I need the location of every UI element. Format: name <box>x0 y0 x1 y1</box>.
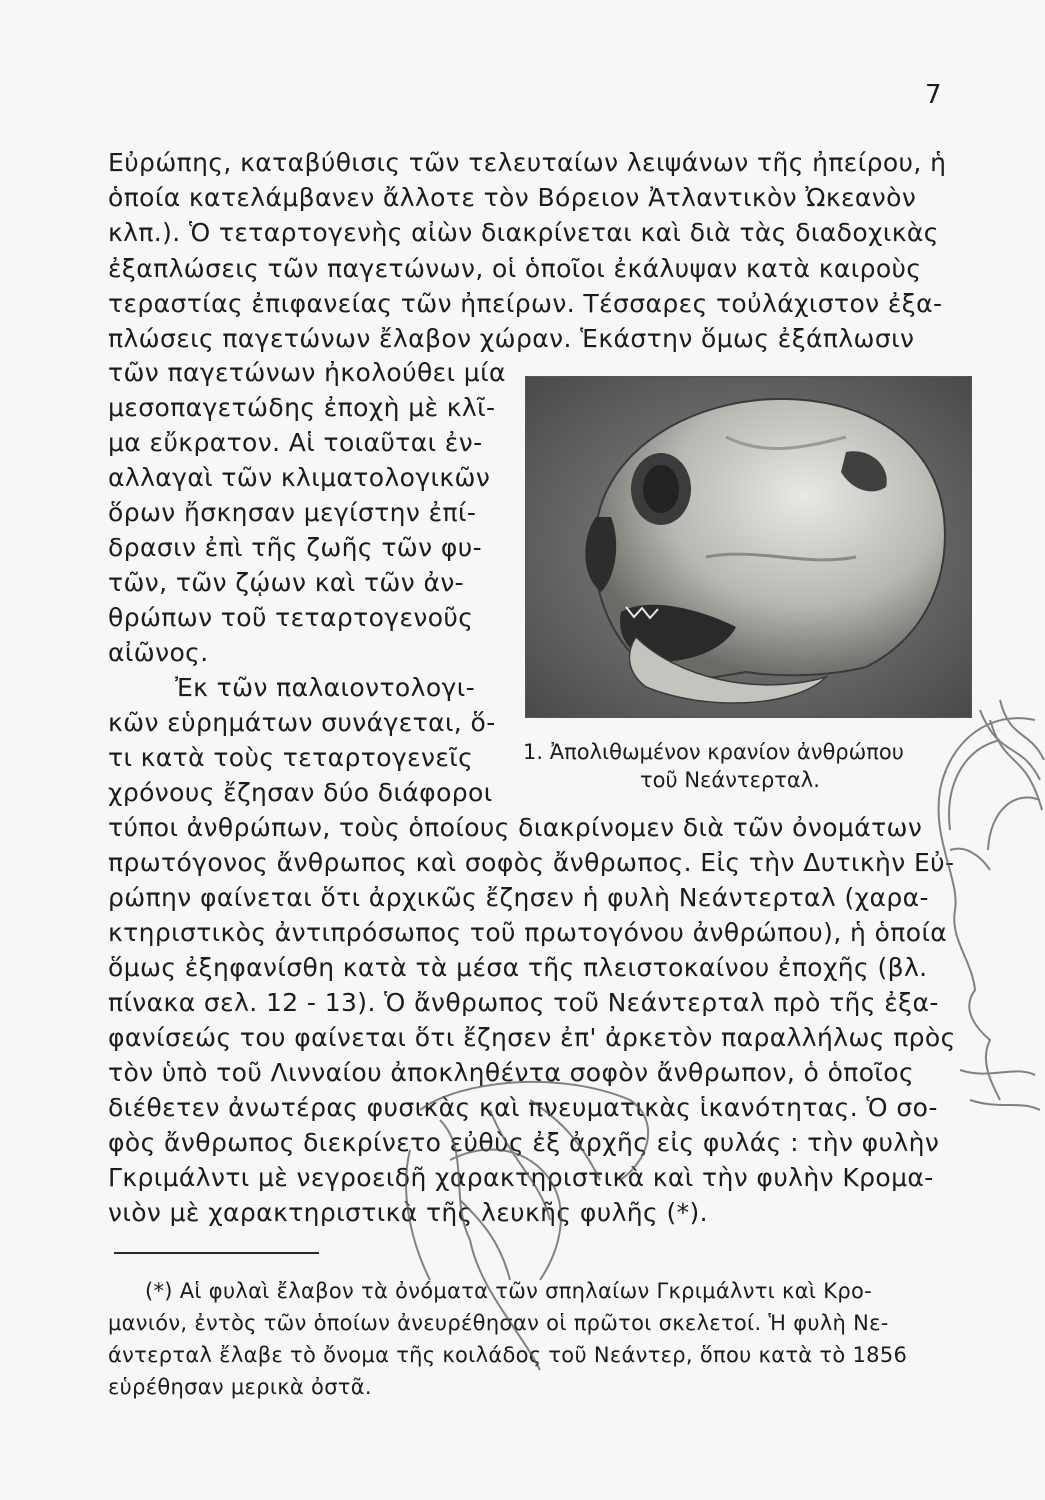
body-line: ρώπην φαίνεται ὅτι ἀρχικῶς ἔζησεν ἡ φυλὴ Νεάντερταλ (χαρα- <box>108 883 929 912</box>
body-line: ἐξαπλώσεις τῶν παγετώνων, οἱ ὁποῖοι ἐκάλυψαν κατὰ καιροὺς <box>108 254 922 283</box>
body-line: ὁποία κατελάμβανεν ἄλλοτε τὸν Βόρειον Ἀτλαντικὸν Ὠκεανὸν <box>108 183 917 212</box>
body-line: νιὸν μὲ χαρακτηριστικὰ τῆς λευκῆς φυλῆς (*). <box>108 1198 708 1227</box>
footnote-line: άντερταλ ἔλαβε τὸ ὄνομα τῆς κοιλάδος τοῦ Νεάντερ, ὅπου κατὰ τὸ 1856 <box>108 1343 908 1367</box>
body-line: φανίσεώς του φαίνεται ὅτι ἔζησεν ἐπ' ἀρκετὸν παραλλήλως πρὸς <box>108 1023 956 1052</box>
body-line: ὅρων ἤσκησαν μεγίστην ἐπί- <box>108 498 477 527</box>
body-line: τύποι ἀνθρώπων, τοὺς ὁποίους διακρίνομεν διὰ τῶν ὀνομάτων <box>108 813 923 842</box>
body-line: κλπ.). Ὁ τεταρτογενὴς αἰὼν διακρίνεται καὶ διὰ τὰς διαδοχικὰς <box>108 218 939 247</box>
body-line: μα εὔκρατον. Αἱ τοιαῦται ἐν- <box>108 428 483 457</box>
body-line: θρώπων τοῦ τεταρτογενοῦς <box>108 603 474 632</box>
footnote-line: εὑρέθησαν μερικὰ ὀστᾶ. <box>108 1375 372 1399</box>
figure-caption: τοῦ Νεάντερταλ. <box>640 768 820 792</box>
body-line: κῶν εὑρημάτων συνάγεται, ὅ- <box>108 708 496 737</box>
body-line: διέθετεν ἀνωτέρας φυσικὰς καὶ πνευματικὰς ἱκανότητας. Ὁ σο- <box>108 1093 938 1122</box>
footnote-rule <box>114 1252 319 1254</box>
body-line: πίνακα σελ. 12 - 13). Ὁ ἄνθρωπος τοῦ Νεάντερταλ πρὸ τῆς ἐξα- <box>108 988 939 1017</box>
body-line: Ἐκ τῶν παλαιοντολογι- <box>175 673 475 702</box>
body-line: ὅμως ἐξηφανίσθη κατὰ τὰ μέσα τῆς πλειστοκαίνου ἐποχῆς (βλ. <box>108 953 928 982</box>
body-line: τῶν, τῶν ζῴων καὶ τῶν ἀν- <box>108 568 465 597</box>
body-line: φὸς ἄνθρωπος διεκρίνετο εὐθὺς ἐξ ἀρχῆς εἰς φυλάς : τὴν φυλὴν <box>108 1128 940 1157</box>
body-line: πρωτόγονος ἄνθρωπος καὶ σοφὸς ἄνθρωπος. Εἰς τὴν Δυτικὴν Εὐ- <box>108 848 955 877</box>
body-line: τῶν παγετώνων ἠκολούθει μία <box>108 358 506 387</box>
body-line: τὸν ὑπὸ τοῦ Λινναίου ἀποκληθέντα σοφὸν ἄνθρωπον, ὁ ὁποῖος <box>108 1058 915 1087</box>
body-line: μεσοπαγετώδης ἐποχὴ μὲ κλῖ- <box>108 393 496 422</box>
body-line: αλλαγαὶ τῶν κλιματολογικῶν <box>108 463 491 492</box>
body-line: Εὐρώπης, καταβύθισις τῶν τελευταίων λειψάνων τῆς ἠπείρου, ἡ <box>108 148 947 177</box>
figure-caption: 1. Ἀπολιθωμένον κρανίον ἀνθρώπου <box>523 740 904 764</box>
footnote-line: (*) Αἱ φυλαὶ ἔλαβον τὰ ὀνόματα τῶν σπηλαίων Γκριμάλντι καὶ Κρο- <box>145 1279 872 1303</box>
page-number: 7 <box>925 80 942 110</box>
footnote-line: μανιόν, ἐντὸς τῶν ὁποίων ἀνευρέθησαν οἱ πρῶτοι σκελετοί. Ἡ φυλὴ Νε- <box>108 1311 889 1335</box>
body-line: δρασιν ἐπὶ τῆς ζωῆς τῶν φυ- <box>108 533 483 562</box>
skull-photograph <box>525 376 972 718</box>
body-line: χρόνους ἔζησαν δύο διάφοροι <box>108 778 493 807</box>
body-line: πλώσεις παγετώνων ἔλαβον χώραν. Ἑκάστην ὅμως ἐξάπλωσιν <box>108 324 915 353</box>
body-line: κτηριστικὸς ἀντιπρόσωπος τοῦ πρωτογόνου ἀνθρώπου), ἡ ὁποία <box>108 918 948 947</box>
body-line: αἰῶνος. <box>108 638 209 667</box>
body-line: Γκριμάλντι μὲ νεγροειδῆ χαρακτηριστικὰ καὶ τὴν φυλὴν Κρομα- <box>108 1163 934 1192</box>
neanderthal-skull-image <box>526 377 971 717</box>
body-line: τεραστίας ἐπιφανείας τῶν ἠπείρων. Τέσσαρες τοὐλάχιστον ἐξα- <box>108 289 943 318</box>
body-line: τι κατὰ τοὺς τεταρτογενεῖς <box>108 743 474 772</box>
